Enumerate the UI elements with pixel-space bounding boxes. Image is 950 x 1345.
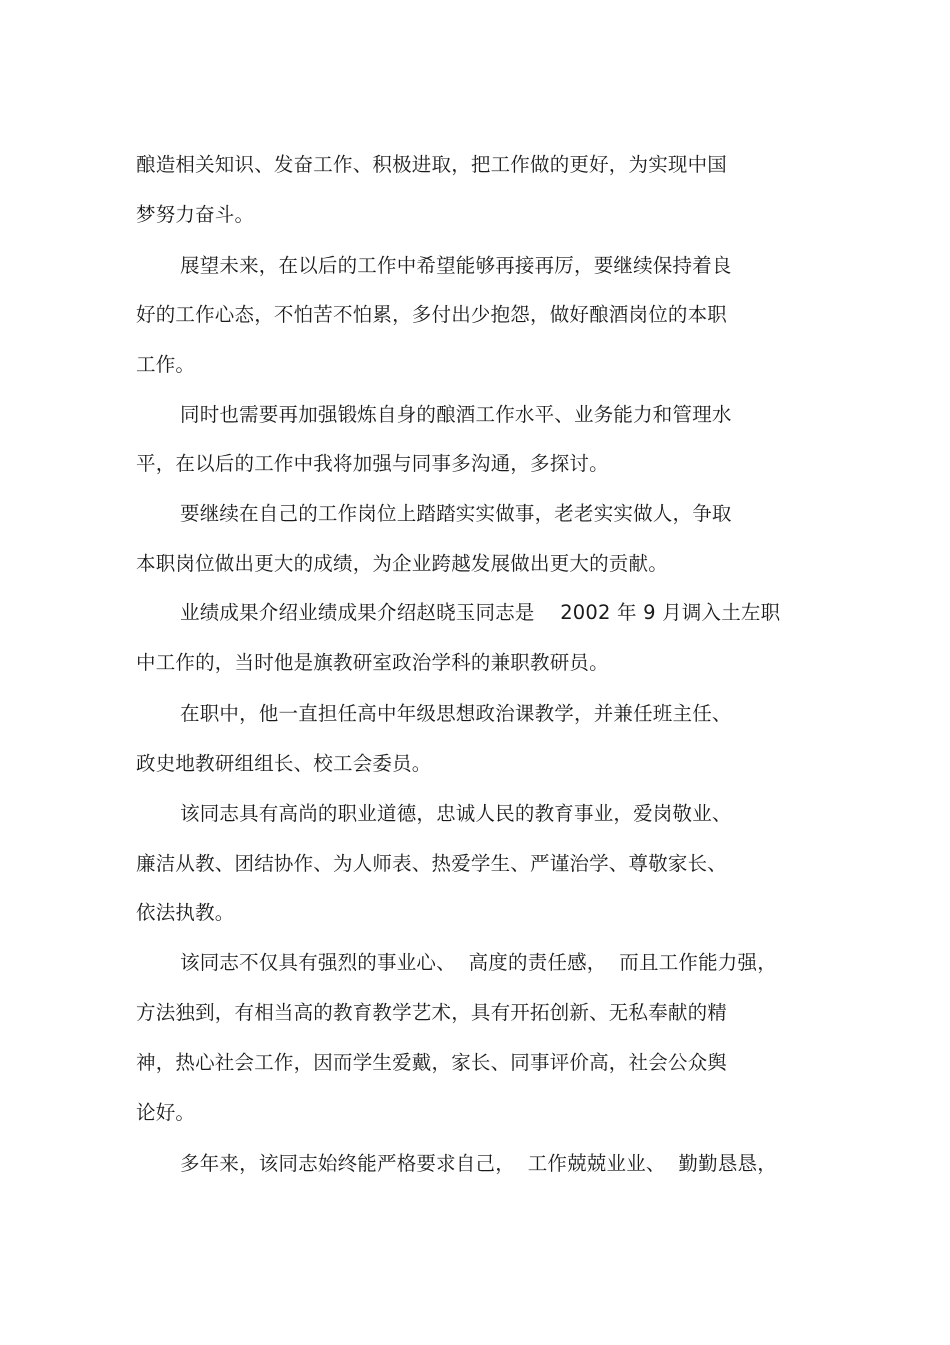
paragraph-start-line: 同时也需要再加强锻炼自身的酿酒工作水平、业务能力和管理水 [180, 403, 732, 426]
text-line: 平，在以后的工作中我将加强与同事多沟通，多探讨。 [136, 452, 609, 475]
paragraph-start-line: 业绩成果介绍业绩成果介绍赵晓玉同志是 2002 年 9 月调入土左职 [180, 601, 781, 624]
text-line: 廉洁从教、团结协作、为人师表、热爱学生、严谨治学、尊敬家长、 [136, 852, 728, 875]
paragraph-start-line: 展望未来，在以后的工作中希望能够再接再厉，要继续保持着良 [180, 254, 732, 277]
text-line: 酿造相关知识、发奋工作、积极进取，把工作做的更好，为实现中国 [136, 153, 728, 176]
text-line: 依法执教。 [136, 901, 235, 924]
text-line: 论好。 [136, 1101, 196, 1124]
paragraph-start-line: 多年来，该同志始终能严格要求自己， 工作兢兢业业、 勤勤恳恳， [180, 1152, 777, 1175]
text-line: 中工作的，当时他是旗教研室政治学科的兼职教研员。 [136, 651, 609, 674]
text-line: 方法独到，有相当高的教育教学艺术，具有开拓创新、无私奉献的精 [136, 1001, 728, 1024]
text-line: 神，热心社会工作，因而学生爱戴，家长、同事评价高，社会公众舆 [136, 1051, 728, 1074]
text-line: 政史地教研组组长、校工会委员。 [136, 752, 432, 775]
text-line: 好的工作心态，不怕苦不怕累，多付出少抱怨，做好酿酒岗位的本职 [136, 303, 728, 326]
paragraph-start-line: 在职中，他一直担任高中年级思想政治课教学，并兼任班主任、 [180, 702, 732, 725]
paragraph-start-line: 要继续在自己的工作岗位上踏踏实实做事，老老实实做人，争取 [180, 502, 732, 525]
paragraph-start-line: 该同志具有高尚的职业道德，忠诚人民的教育事业，爱岗敬业、 [180, 802, 732, 825]
paragraph-start-line: 该同志不仅具有强烈的事业心、 高度的责任感， 而且工作能力强， [180, 951, 777, 974]
text-line: 梦努力奋斗。 [136, 203, 255, 226]
text-line: 工作。 [136, 353, 196, 376]
text-line: 本职岗位做出更大的成绩，为企业跨越发展做出更大的贡献。 [136, 552, 668, 575]
